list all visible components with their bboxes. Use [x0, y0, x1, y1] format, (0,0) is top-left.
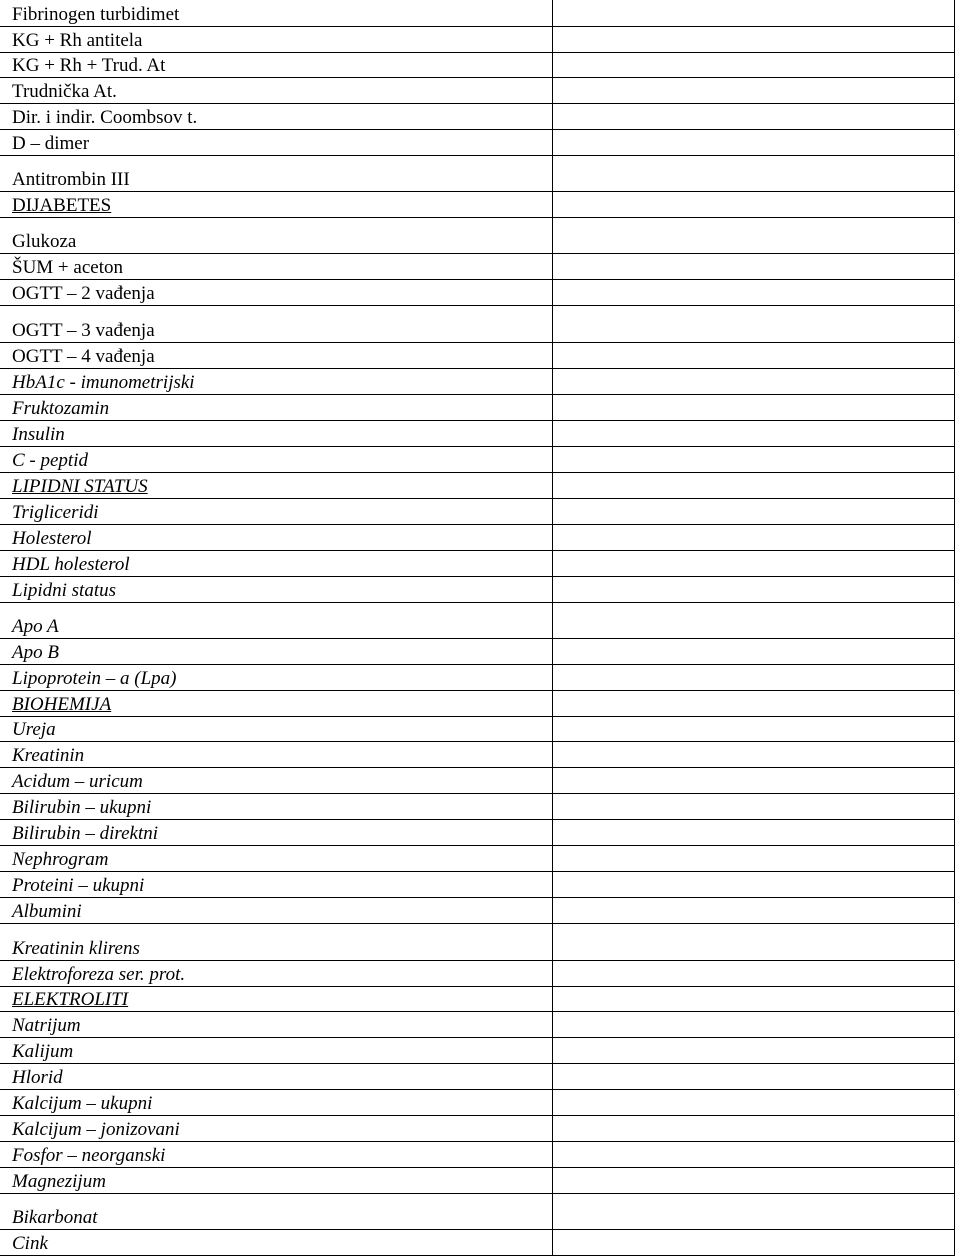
- test-value-cell: [553, 742, 955, 768]
- table-row: [0, 254, 960, 280]
- test-value-cell: [553, 551, 955, 577]
- test-name: Fibrinogen turbidimet: [12, 4, 180, 25]
- table-row: [0, 1064, 960, 1090]
- test-name-cell: [0, 742, 553, 768]
- test-name: Elektroforeza ser. prot.: [12, 964, 186, 985]
- test-name-cell: [0, 794, 553, 820]
- test-value-cell: [553, 421, 955, 447]
- table-row: [0, 1038, 960, 1064]
- table-row: [0, 1168, 960, 1194]
- table-row: [0, 577, 960, 603]
- test-name-cell: [0, 768, 553, 794]
- test-value-cell: [553, 603, 955, 639]
- test-name: OGTT – 3 vađenja: [12, 320, 155, 341]
- test-value-cell: [553, 280, 955, 306]
- test-name-cell: [0, 1142, 553, 1168]
- table-row: [0, 717, 960, 742]
- test-name: Fruktozamin: [12, 398, 110, 419]
- test-name: OGTT – 4 vađenja: [12, 346, 155, 367]
- test-value-cell: [553, 1012, 955, 1038]
- test-value-cell: [553, 0, 955, 27]
- section-heading: DIJABETES: [12, 195, 112, 216]
- test-name-cell: [0, 1194, 553, 1230]
- test-value-cell: [553, 639, 955, 665]
- test-value-cell: [553, 78, 955, 104]
- test-value-cell: [553, 104, 955, 130]
- table-row: [0, 639, 960, 665]
- table-row: [0, 473, 960, 499]
- test-name-cell: [0, 78, 553, 104]
- test-name-cell: [0, 603, 553, 639]
- test-name: OGTT – 2 vađenja: [12, 283, 155, 304]
- table-row: [0, 1142, 960, 1168]
- table-row: [0, 768, 960, 794]
- test-name-cell: [0, 1230, 553, 1256]
- test-name: Apo A: [12, 616, 59, 637]
- test-value-cell: [553, 1230, 955, 1256]
- table-row: [0, 742, 960, 768]
- test-value-cell: [553, 924, 955, 961]
- test-name: Hlorid: [12, 1067, 63, 1088]
- test-value-cell: [553, 665, 955, 691]
- test-name: Cink: [12, 1233, 48, 1254]
- test-name: C - peptid: [12, 450, 88, 471]
- test-value-cell: [553, 691, 955, 717]
- test-name: Proteini – ukupni: [12, 875, 145, 896]
- table-row: [0, 78, 960, 104]
- test-name: Magnezijum: [12, 1171, 106, 1192]
- table-row: [0, 603, 960, 639]
- table-row: [0, 156, 960, 192]
- test-value-cell: [553, 1038, 955, 1064]
- test-name-cell: [0, 551, 553, 577]
- test-value-cell: [553, 1194, 955, 1230]
- test-value-cell: [553, 1090, 955, 1116]
- test-name-cell: [0, 192, 553, 218]
- test-name: Ureja: [12, 719, 56, 740]
- test-name-cell: [0, 27, 553, 53]
- table-row: [0, 447, 960, 473]
- table-row: [0, 691, 960, 717]
- test-value-cell: [553, 577, 955, 603]
- table-row: [0, 130, 960, 156]
- table-row: [0, 846, 960, 872]
- test-name-cell: [0, 961, 553, 987]
- test-name-cell: [0, 104, 553, 130]
- test-value-cell: [553, 192, 955, 218]
- table-row: [0, 1090, 960, 1116]
- test-name-cell: [0, 369, 553, 395]
- test-name-cell: [0, 846, 553, 872]
- test-name-cell: [0, 1012, 553, 1038]
- test-name: Lipoprotein – a (Lpa): [12, 668, 177, 689]
- table-row: [0, 218, 960, 254]
- table-row: [0, 1230, 960, 1256]
- test-name-cell: [0, 1064, 553, 1090]
- test-name-cell: [0, 53, 553, 78]
- table-row: [0, 0, 960, 27]
- table-row: [0, 525, 960, 551]
- test-name-cell: [0, 820, 553, 846]
- test-name: Dir. i indir. Coombsov t.: [12, 107, 198, 128]
- test-value-cell: [553, 306, 955, 343]
- test-name: Kreatinin: [12, 745, 85, 766]
- test-name-cell: [0, 1090, 553, 1116]
- test-value-cell: [553, 395, 955, 421]
- test-value-cell: [553, 27, 955, 53]
- test-name-cell: [0, 130, 553, 156]
- test-name-cell: [0, 280, 553, 306]
- test-name-cell: [0, 717, 553, 742]
- test-name: KG + Rh antitela: [12, 30, 143, 51]
- test-value-cell: [553, 717, 955, 742]
- table-row: [0, 872, 960, 898]
- test-name: Acidum – uricum: [12, 771, 143, 792]
- test-name: Kreatinin klirens: [12, 938, 140, 959]
- test-name-cell: [0, 691, 553, 717]
- test-value-cell: [553, 499, 955, 525]
- test-name: D – dimer: [12, 133, 90, 154]
- test-value-cell: [553, 872, 955, 898]
- table-row: [0, 924, 960, 961]
- table-row: [0, 421, 960, 447]
- test-value-cell: [553, 1142, 955, 1168]
- test-name-cell: [0, 343, 553, 369]
- test-name: KG + Rh + Trud. At: [12, 55, 166, 76]
- section-heading: ELEKTROLITI: [12, 989, 129, 1010]
- test-name-cell: [0, 577, 553, 603]
- test-name-cell: [0, 1038, 553, 1064]
- table-row: [0, 1012, 960, 1038]
- table-row: [0, 280, 960, 306]
- test-value-cell: [553, 898, 955, 924]
- test-name: Albumini: [12, 901, 82, 922]
- test-name-cell: [0, 447, 553, 473]
- test-name-cell: [0, 987, 553, 1012]
- test-value-cell: [553, 1116, 955, 1142]
- test-name-cell: [0, 872, 553, 898]
- test-value-cell: [553, 768, 955, 794]
- test-name: Fosfor – neorganski: [12, 1145, 166, 1166]
- table-row: [0, 794, 960, 820]
- test-name: Apo B: [12, 642, 59, 663]
- test-name: Natrijum: [12, 1015, 81, 1036]
- table-row: [0, 987, 960, 1012]
- test-name: Trudnička At.: [12, 81, 117, 102]
- test-name-cell: [0, 665, 553, 691]
- test-value-cell: [553, 343, 955, 369]
- table-row: [0, 343, 960, 369]
- table-row: [0, 961, 960, 987]
- table-row: [0, 27, 960, 53]
- test-name-cell: [0, 156, 553, 192]
- table-row: [0, 192, 960, 218]
- table-row: [0, 369, 960, 395]
- test-value-cell: [553, 254, 955, 280]
- test-name: Trigliceridi: [12, 502, 99, 523]
- test-name-cell: [0, 473, 553, 499]
- table-row: [0, 499, 960, 525]
- test-name: Kalcijum – ukupni: [12, 1093, 153, 1114]
- table-row: [0, 665, 960, 691]
- test-name: Glukoza: [12, 231, 77, 252]
- test-name-cell: [0, 924, 553, 961]
- test-name: Bikarbonat: [12, 1207, 98, 1228]
- test-name: Holesterol: [12, 528, 92, 549]
- test-name: HbA1c - imunometrijski: [12, 372, 195, 393]
- test-value-cell: [553, 447, 955, 473]
- test-name: Nephrogram: [12, 849, 109, 870]
- test-name-cell: [0, 525, 553, 551]
- test-name-cell: [0, 395, 553, 421]
- test-name-cell: [0, 254, 553, 280]
- test-value-cell: [553, 846, 955, 872]
- test-name: HDL holesterol: [12, 554, 130, 575]
- table-row: [0, 898, 960, 924]
- test-name-cell: [0, 421, 553, 447]
- test-value-cell: [553, 53, 955, 78]
- test-name-cell: [0, 218, 553, 254]
- table-row: [0, 1194, 960, 1230]
- test-name: Kalcijum – jonizovani: [12, 1119, 180, 1140]
- table-row: [0, 53, 960, 78]
- section-heading: LIPIDNI STATUS: [12, 476, 148, 497]
- test-value-cell: [553, 1168, 955, 1194]
- table-row: [0, 306, 960, 343]
- test-value-cell: [553, 369, 955, 395]
- section-heading: BIOHEMIJA: [12, 694, 112, 715]
- test-name: Insulin: [12, 424, 65, 445]
- table-row: [0, 1116, 960, 1142]
- test-name-cell: [0, 898, 553, 924]
- test-name-cell: [0, 499, 553, 525]
- test-value-cell: [553, 987, 955, 1012]
- test-value-cell: [553, 130, 955, 156]
- test-value-cell: [553, 961, 955, 987]
- test-name-cell: [0, 0, 553, 27]
- test-name: Lipidni status: [12, 580, 116, 601]
- table-row: [0, 104, 960, 130]
- test-name: Kalijum: [12, 1041, 74, 1062]
- test-value-cell: [553, 156, 955, 192]
- test-name: ŠUM + aceton: [12, 257, 123, 278]
- table-row: [0, 820, 960, 846]
- test-name-cell: [0, 639, 553, 665]
- test-name-cell: [0, 1168, 553, 1194]
- test-value-cell: [553, 525, 955, 551]
- test-name: Bilirubin – ukupni: [12, 797, 152, 818]
- test-value-cell: [553, 473, 955, 499]
- table-row: [0, 551, 960, 577]
- test-name-cell: [0, 1116, 553, 1142]
- test-value-cell: [553, 794, 955, 820]
- test-name: Antitrombin III: [12, 169, 130, 190]
- table-row: [0, 395, 960, 421]
- test-name: Bilirubin – direktni: [12, 823, 159, 844]
- test-value-cell: [553, 218, 955, 254]
- test-name-cell: [0, 306, 553, 343]
- test-value-cell: [553, 1064, 955, 1090]
- test-value-cell: [553, 820, 955, 846]
